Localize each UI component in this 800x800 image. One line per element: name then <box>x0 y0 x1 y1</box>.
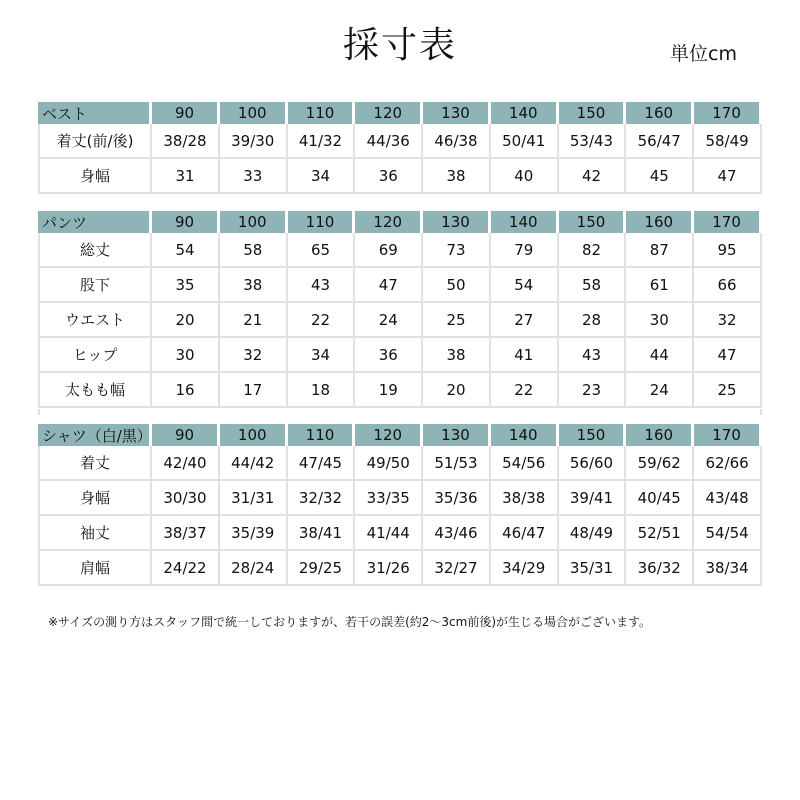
measurement-label: ヒップ <box>38 338 152 373</box>
table-separator <box>38 409 762 415</box>
measurement-value: 58 <box>559 268 627 303</box>
measurement-value: 18 <box>288 373 356 408</box>
measurement-label: 肩幅 <box>38 551 152 586</box>
measurement-value: 61 <box>626 268 694 303</box>
measurement-value: 33 <box>220 159 288 194</box>
measurement-value: 36 <box>355 159 423 194</box>
measurement-value: 48/49 <box>559 516 627 551</box>
measurement-value: 95 <box>694 233 762 268</box>
measurement-value: 24/22 <box>152 551 220 586</box>
measurement-value: 38 <box>423 338 491 373</box>
pants-size-table <box>38 211 762 408</box>
size-header-cell: 160 <box>626 424 694 446</box>
measurement-value: 43 <box>559 338 627 373</box>
measurement-value: 31/26 <box>355 551 423 586</box>
measurement-value: 39/41 <box>559 481 627 516</box>
measurement-value: 25 <box>694 373 762 408</box>
measurement-value: 54/56 <box>491 446 559 481</box>
measurement-value: 41/44 <box>355 516 423 551</box>
measurement-value: 28 <box>559 303 627 338</box>
measurement-value: 53/43 <box>559 124 627 159</box>
measurement-label: 着丈 <box>38 446 152 481</box>
table-row <box>38 338 762 373</box>
measurement-value: 31/31 <box>220 481 288 516</box>
measurement-value: 38 <box>423 159 491 194</box>
measurement-value: 39/30 <box>220 124 288 159</box>
size-header-cell: 110 <box>288 102 356 124</box>
measurement-value: 87 <box>626 233 694 268</box>
size-header-cell: 150 <box>559 211 627 233</box>
measurement-value: 35/31 <box>559 551 627 586</box>
measurement-value: 54/54 <box>694 516 762 551</box>
measurement-value: 33/35 <box>355 481 423 516</box>
table-row <box>38 233 762 268</box>
shirt-size-table <box>38 424 762 586</box>
measurement-value: 59/62 <box>626 446 694 481</box>
measurement-value: 32 <box>694 303 762 338</box>
measurement-value: 58 <box>220 233 288 268</box>
measurement-value: 62/66 <box>694 446 762 481</box>
measurement-note: ※サイズの測り方はスタッフ間で統一しておりますが、若干の誤差(約2～3cm前後)が生じる場合がございます。 <box>48 615 652 629</box>
measurement-value: 31 <box>152 159 220 194</box>
measurement-value: 20 <box>152 303 220 338</box>
table-row <box>38 303 762 338</box>
measurement-value: 38 <box>220 268 288 303</box>
size-header-cell: 100 <box>220 102 288 124</box>
measurement-value: 32/27 <box>423 551 491 586</box>
size-header-cell: 130 <box>423 102 491 124</box>
table-header-row <box>38 424 762 446</box>
measurement-value: 58/49 <box>694 124 762 159</box>
measurement-value: 44/36 <box>355 124 423 159</box>
measurement-value: 51/53 <box>423 446 491 481</box>
size-header-cell: 90 <box>152 424 220 446</box>
measurement-value: 41/32 <box>288 124 356 159</box>
measurement-value: 20 <box>423 373 491 408</box>
measurement-value: 47 <box>694 338 762 373</box>
size-header-cell: 100 <box>220 211 288 233</box>
measurement-value: 40/45 <box>626 481 694 516</box>
measurement-value: 38/41 <box>288 516 356 551</box>
table-header-row <box>38 102 762 124</box>
measurement-value: 23 <box>559 373 627 408</box>
measurement-value: 21 <box>220 303 288 338</box>
measurement-value: 44 <box>626 338 694 373</box>
table-category-label: シャツ（白/黒） <box>38 424 152 446</box>
size-header-cell: 140 <box>491 102 559 124</box>
table-row <box>38 551 762 586</box>
measurement-value: 32/32 <box>288 481 356 516</box>
measurement-label: 総丈 <box>38 233 152 268</box>
size-header-cell: 140 <box>491 211 559 233</box>
measurement-value: 47 <box>355 268 423 303</box>
measurement-value: 35/39 <box>220 516 288 551</box>
table-row <box>38 481 762 516</box>
measurement-value: 47/45 <box>288 446 356 481</box>
measurement-value: 46/38 <box>423 124 491 159</box>
measurement-value: 35 <box>152 268 220 303</box>
measurement-value: 54 <box>152 233 220 268</box>
size-header-cell: 140 <box>491 424 559 446</box>
measurement-value: 27 <box>491 303 559 338</box>
measurement-value: 69 <box>355 233 423 268</box>
measurement-label: 身幅 <box>38 481 152 516</box>
table-row <box>38 446 762 481</box>
measurement-value: 35/36 <box>423 481 491 516</box>
table-category-label: パンツ <box>38 211 152 233</box>
size-header-cell: 120 <box>355 211 423 233</box>
measurement-value: 42 <box>559 159 627 194</box>
measurement-value: 46/47 <box>491 516 559 551</box>
size-header-cell: 160 <box>626 102 694 124</box>
measurement-value: 34/29 <box>491 551 559 586</box>
measurement-label: ウエスト <box>38 303 152 338</box>
measurement-value: 34 <box>288 338 356 373</box>
measurement-label: 着丈(前/後) <box>38 124 152 159</box>
size-header-cell: 130 <box>423 424 491 446</box>
size-header-cell: 90 <box>152 211 220 233</box>
measurement-value: 44/42 <box>220 446 288 481</box>
size-header-cell: 160 <box>626 211 694 233</box>
size-header-cell: 100 <box>220 424 288 446</box>
size-header-cell: 110 <box>288 424 356 446</box>
unit-label: 単位cm <box>670 43 737 65</box>
measurement-value: 43/46 <box>423 516 491 551</box>
page-title: 採寸表 <box>342 25 457 66</box>
measurement-value: 36/32 <box>626 551 694 586</box>
measurement-value: 54 <box>491 268 559 303</box>
measurement-value: 28/24 <box>220 551 288 586</box>
table-row <box>38 373 762 408</box>
measurement-value: 50/41 <box>491 124 559 159</box>
measurement-value: 25 <box>423 303 491 338</box>
measurement-value: 19 <box>355 373 423 408</box>
measurement-value: 41 <box>491 338 559 373</box>
measurement-value: 24 <box>355 303 423 338</box>
table-header-row <box>38 211 762 233</box>
measurement-value: 32 <box>220 338 288 373</box>
measurement-value: 17 <box>220 373 288 408</box>
measurement-label: 身幅 <box>38 159 152 194</box>
measurement-value: 79 <box>491 233 559 268</box>
measurement-label: 股下 <box>38 268 152 303</box>
measurement-value: 43 <box>288 268 356 303</box>
vest-size-table <box>38 102 762 194</box>
size-header-cell: 120 <box>355 424 423 446</box>
measurement-value: 38/28 <box>152 124 220 159</box>
measurement-value: 40 <box>491 159 559 194</box>
measurement-value: 16 <box>152 373 220 408</box>
table-row <box>38 159 762 194</box>
measurement-value: 73 <box>423 233 491 268</box>
measurement-value: 22 <box>491 373 559 408</box>
table-row <box>38 268 762 303</box>
measurement-value: 38/37 <box>152 516 220 551</box>
measurement-value: 30 <box>152 338 220 373</box>
table-category-label: ベスト <box>38 102 152 124</box>
table-row <box>38 516 762 551</box>
measurement-value: 56/60 <box>559 446 627 481</box>
size-header-cell: 90 <box>152 102 220 124</box>
measurement-value: 49/50 <box>355 446 423 481</box>
size-header-cell: 150 <box>559 102 627 124</box>
measurement-value: 29/25 <box>288 551 356 586</box>
measurement-value: 82 <box>559 233 627 268</box>
measurement-value: 56/47 <box>626 124 694 159</box>
measurement-value: 38/34 <box>694 551 762 586</box>
measurement-value: 24 <box>626 373 694 408</box>
size-header-cell: 130 <box>423 211 491 233</box>
measurement-value: 38/38 <box>491 481 559 516</box>
measurement-value: 22 <box>288 303 356 338</box>
measurement-value: 47 <box>694 159 762 194</box>
size-header-cell: 110 <box>288 211 356 233</box>
measurement-value: 65 <box>288 233 356 268</box>
measurement-value: 36 <box>355 338 423 373</box>
measurement-value: 30 <box>626 303 694 338</box>
size-header-cell: 170 <box>694 424 762 446</box>
measurement-value: 52/51 <box>626 516 694 551</box>
size-header-cell: 170 <box>694 102 762 124</box>
measurement-value: 45 <box>626 159 694 194</box>
size-header-cell: 120 <box>355 102 423 124</box>
size-header-cell: 170 <box>694 211 762 233</box>
measurement-value: 34 <box>288 159 356 194</box>
measurement-value: 43/48 <box>694 481 762 516</box>
measurement-value: 50 <box>423 268 491 303</box>
measurement-label: 袖丈 <box>38 516 152 551</box>
measurement-label: 太もも幅 <box>38 373 152 408</box>
measurement-value: 66 <box>694 268 762 303</box>
measurement-value: 30/30 <box>152 481 220 516</box>
size-header-cell: 150 <box>559 424 627 446</box>
table-row <box>38 124 762 159</box>
measurement-value: 42/40 <box>152 446 220 481</box>
